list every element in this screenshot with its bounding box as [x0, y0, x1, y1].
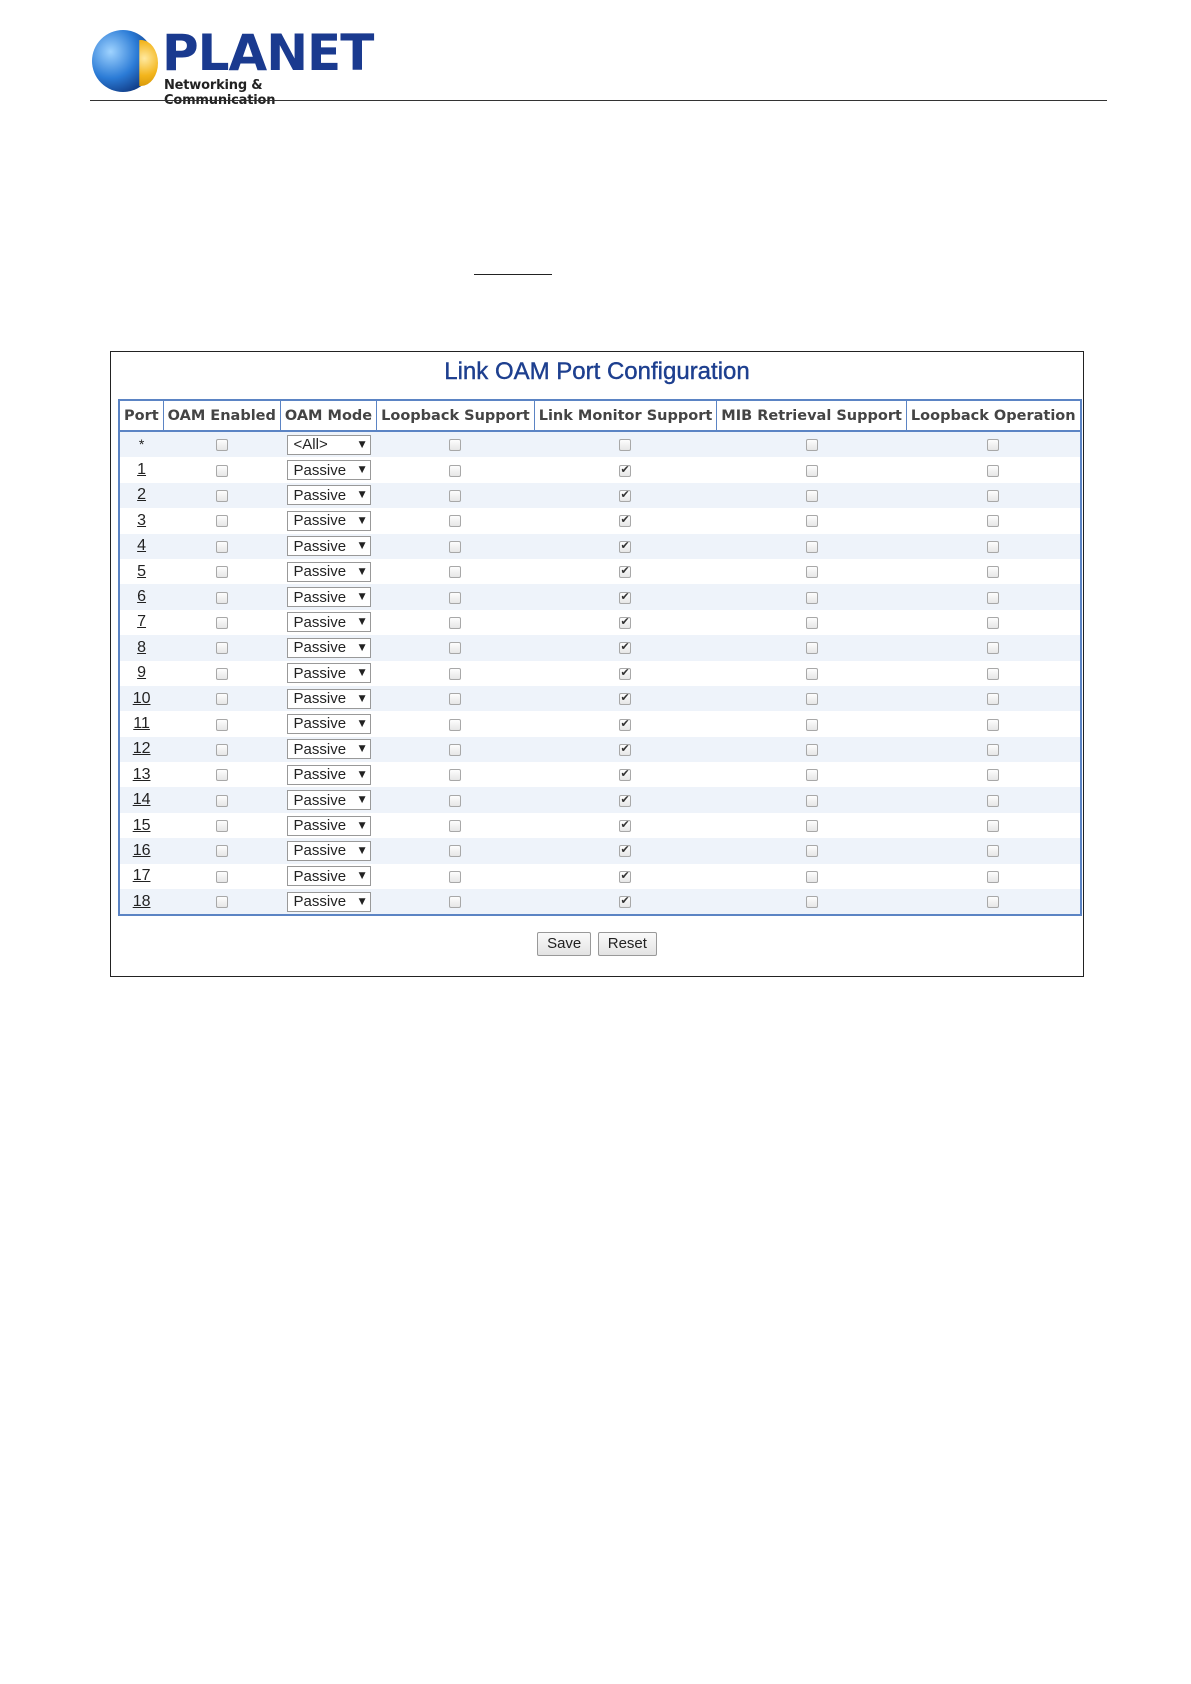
loopback-support-checkbox[interactable]	[449, 769, 461, 781]
header-oam-enabled: OAM Enabled	[163, 400, 280, 431]
loopback-operation-checkbox[interactable]	[987, 769, 999, 781]
oam-enabled-checkbox[interactable]	[216, 744, 228, 756]
oam-mode-value: Passive	[293, 512, 347, 530]
oam-mode-select[interactable]	[287, 511, 371, 531]
chevron-down-icon: ▼	[358, 566, 366, 577]
loopback-support-checkbox[interactable]	[449, 490, 461, 502]
table-row-all	[119, 431, 1081, 457]
port-config-table	[118, 399, 1082, 916]
oam-mode-value: Passive	[293, 893, 347, 911]
save-button[interactable]: Save	[537, 932, 591, 956]
header-mib-retrieval-support: MIB Retrieval Support	[717, 400, 907, 431]
oam-mode-value: Passive	[293, 537, 347, 555]
table-header-row	[119, 400, 1081, 431]
oam-enabled-checkbox[interactable]	[216, 668, 228, 680]
link-monitor-support-checkbox[interactable]	[619, 795, 631, 807]
oam-enabled-all-checkbox[interactable]	[216, 439, 228, 451]
link-monitor-support-checkbox[interactable]	[619, 845, 631, 857]
loopback-support-checkbox[interactable]	[449, 820, 461, 832]
port-link[interactable]: 11	[133, 714, 150, 732]
link-monitor-support-checkbox[interactable]	[619, 668, 631, 680]
loopback-operation-checkbox[interactable]	[987, 465, 999, 477]
planet-logo	[92, 24, 374, 108]
chevron-down-icon: ▼	[358, 541, 366, 552]
loopback-operation-checkbox[interactable]	[987, 515, 999, 527]
oam-mode-value: Passive	[293, 486, 347, 504]
brand-name: PLANET	[162, 24, 374, 82]
chevron-down-icon: ▼	[358, 896, 366, 907]
chevron-down-icon: ▼	[358, 465, 366, 476]
port-link[interactable]: 8	[137, 638, 147, 656]
port-link[interactable]: 12	[132, 740, 151, 758]
chevron-down-icon: ▼	[358, 845, 366, 856]
oam-mode-select[interactable]	[287, 485, 371, 505]
reset-button[interactable]: Reset	[598, 932, 657, 956]
header-divider	[90, 100, 1107, 101]
table-row	[119, 737, 1081, 762]
table-row	[119, 762, 1081, 787]
port-link[interactable]: 7	[137, 613, 147, 631]
mib-retrieval-support-checkbox[interactable]	[806, 744, 818, 756]
oam-mode-select[interactable]	[287, 866, 371, 886]
mib-retrieval-support-checkbox[interactable]	[806, 642, 818, 654]
page-title: Link OAM Port Configuration	[444, 358, 750, 385]
loopback-operation-checkbox[interactable]	[987, 719, 999, 731]
loopback-support-checkbox[interactable]	[449, 541, 461, 553]
oam-mode-select[interactable]	[287, 587, 371, 607]
mib-retrieval-support-all-checkbox[interactable]	[806, 439, 818, 451]
loopback-operation-checkbox[interactable]	[987, 871, 999, 883]
mib-retrieval-support-checkbox[interactable]	[806, 490, 818, 502]
oam-enabled-checkbox[interactable]	[216, 465, 228, 477]
oam-mode-value: Passive	[293, 715, 347, 733]
loopback-support-checkbox[interactable]	[449, 592, 461, 604]
link-monitor-support-checkbox[interactable]	[619, 617, 631, 629]
link-monitor-support-checkbox[interactable]	[619, 871, 631, 883]
oam-mode-value: Passive	[293, 588, 347, 606]
loopback-operation-checkbox[interactable]	[987, 541, 999, 553]
loopback-operation-all-checkbox[interactable]	[987, 439, 999, 451]
link-monitor-support-checkbox[interactable]	[619, 465, 631, 477]
oam-mode-select[interactable]	[287, 892, 371, 912]
link-monitor-support-checkbox[interactable]	[619, 769, 631, 781]
table-row	[119, 508, 1081, 533]
oam-mode-select[interactable]	[287, 612, 371, 632]
oam-enabled-checkbox[interactable]	[216, 693, 228, 705]
oam-mode-select[interactable]	[287, 562, 371, 582]
table-row	[119, 813, 1081, 838]
link-monitor-support-checkbox[interactable]	[619, 896, 631, 908]
mib-retrieval-support-checkbox[interactable]	[806, 566, 818, 578]
header-port: Port	[119, 400, 163, 431]
loopback-operation-checkbox[interactable]	[987, 744, 999, 756]
loopback-support-checkbox[interactable]	[449, 515, 461, 527]
oam-enabled-checkbox[interactable]	[216, 896, 228, 908]
oam-mode-value: Passive	[293, 613, 347, 631]
table-row	[119, 534, 1081, 559]
oam-mode-select[interactable]	[287, 536, 371, 556]
oam-mode-value: Passive	[293, 842, 347, 860]
chevron-down-icon: ▼	[358, 718, 366, 729]
table-row	[119, 483, 1081, 508]
oam-mode-select[interactable]	[287, 841, 371, 861]
loopback-support-checkbox[interactable]	[449, 896, 461, 908]
chevron-down-icon: ▼	[358, 617, 366, 628]
oam-mode-all-select[interactable]	[287, 435, 371, 455]
port-link[interactable]: 14	[132, 791, 151, 809]
oam-enabled-checkbox[interactable]	[216, 795, 228, 807]
chevron-down-icon: ▼	[358, 693, 366, 704]
oam-mode-value: Passive	[293, 817, 347, 835]
port-link[interactable]: 15	[132, 816, 151, 834]
oam-mode-value: Passive	[293, 639, 347, 657]
mib-retrieval-support-checkbox[interactable]	[806, 668, 818, 680]
oam-mode-value: Passive	[293, 791, 347, 809]
port-link[interactable]: 6	[137, 588, 147, 606]
oam-mode-select[interactable]	[287, 739, 371, 759]
oam-enabled-checkbox[interactable]	[216, 642, 228, 654]
oam-mode-value: Passive	[293, 664, 347, 682]
oam-mode-select[interactable]	[287, 460, 371, 480]
oam-mode-value: Passive	[293, 690, 347, 708]
table-row	[119, 584, 1081, 609]
chevron-down-icon: ▼	[358, 871, 366, 882]
link-monitor-support-checkbox[interactable]	[619, 566, 631, 578]
loopback-support-checkbox[interactable]	[449, 617, 461, 629]
loopback-operation-checkbox[interactable]	[987, 668, 999, 680]
loopback-operation-checkbox[interactable]	[987, 592, 999, 604]
loopback-support-checkbox[interactable]	[449, 668, 461, 680]
oam-mode-select[interactable]	[287, 714, 371, 734]
oam-enabled-checkbox[interactable]	[216, 820, 228, 832]
link-monitor-support-checkbox[interactable]	[619, 719, 631, 731]
loopback-support-checkbox[interactable]	[449, 642, 461, 654]
mib-retrieval-support-checkbox[interactable]	[806, 845, 818, 857]
chevron-down-icon: ▼	[358, 642, 366, 653]
oam-mode-select[interactable]	[287, 689, 371, 709]
chevron-down-icon: ▼	[358, 744, 366, 755]
mib-retrieval-support-checkbox[interactable]	[806, 515, 818, 527]
oam-enabled-checkbox[interactable]	[216, 490, 228, 502]
chevron-down-icon: ▼	[358, 795, 366, 806]
oam-enabled-checkbox[interactable]	[216, 719, 228, 731]
mib-retrieval-support-checkbox[interactable]	[806, 719, 818, 731]
table-row	[119, 686, 1081, 711]
mib-retrieval-support-checkbox[interactable]	[806, 820, 818, 832]
link-monitor-support-all-checkbox[interactable]	[619, 439, 631, 451]
loopback-support-checkbox[interactable]	[449, 871, 461, 883]
port-link[interactable]: 13	[132, 765, 151, 783]
brand-tagline: Networking & Communication	[164, 78, 276, 108]
chevron-down-icon: ▼	[358, 668, 366, 679]
globe-logo-icon	[92, 30, 154, 92]
port-link[interactable]: 16	[132, 841, 151, 859]
oam-mode-select[interactable]	[287, 790, 371, 810]
oam-enabled-checkbox[interactable]	[216, 541, 228, 553]
chevron-down-icon: ▼	[358, 592, 366, 603]
mib-retrieval-support-checkbox[interactable]	[806, 896, 818, 908]
chevron-down-icon: ▼	[358, 439, 366, 450]
port-link[interactable]: 9	[137, 664, 147, 682]
oam-mode-value: Passive	[293, 461, 347, 479]
loopback-support-checkbox[interactable]	[449, 845, 461, 857]
form-actions	[111, 932, 1083, 956]
chevron-down-icon: ▼	[358, 515, 366, 526]
header-link-monitor-support: Link Monitor Support	[534, 400, 717, 431]
port-link[interactable]: 1	[137, 461, 147, 479]
loopback-support-all-checkbox[interactable]	[449, 439, 461, 451]
port-link[interactable]: 4	[137, 537, 147, 555]
loopback-support-checkbox[interactable]	[449, 719, 461, 731]
link-monitor-support-checkbox[interactable]	[619, 693, 631, 705]
table-row	[119, 457, 1081, 482]
port-link[interactable]: 3	[137, 511, 147, 529]
port-link[interactable]: 17	[132, 867, 151, 885]
loopback-operation-checkbox[interactable]	[987, 845, 999, 857]
header-oam-mode: OAM Mode	[280, 400, 376, 431]
header-loopback-support: Loopback Support	[377, 400, 535, 431]
oam-enabled-checkbox[interactable]	[216, 592, 228, 604]
oam-mode-select[interactable]	[287, 663, 371, 683]
link-monitor-support-checkbox[interactable]	[619, 820, 631, 832]
table-row	[119, 635, 1081, 660]
loopback-support-checkbox[interactable]	[449, 744, 461, 756]
loopback-operation-checkbox[interactable]	[987, 490, 999, 502]
port-link[interactable]: 18	[132, 892, 151, 910]
loopback-operation-checkbox[interactable]	[987, 896, 999, 908]
oam-mode-select[interactable]	[287, 816, 371, 836]
table-row	[119, 889, 1081, 915]
port-link[interactable]: 10	[132, 689, 151, 707]
oam-enabled-checkbox[interactable]	[216, 617, 228, 629]
oam-enabled-checkbox[interactable]	[216, 566, 228, 578]
oam-enabled-checkbox[interactable]	[216, 515, 228, 527]
link-monitor-support-checkbox[interactable]	[619, 490, 631, 502]
table-row	[119, 711, 1081, 736]
loopback-operation-checkbox[interactable]	[987, 566, 999, 578]
link-oam-config-panel	[110, 351, 1084, 977]
all-ports-marker: *	[138, 436, 145, 453]
mib-retrieval-support-checkbox[interactable]	[806, 693, 818, 705]
loopback-operation-checkbox[interactable]	[987, 795, 999, 807]
mib-retrieval-support-checkbox[interactable]	[806, 795, 818, 807]
table-row	[119, 610, 1081, 635]
oam-mode-all-value: <All>	[293, 436, 328, 454]
header-loopback-operation: Loopback Operation	[906, 400, 1080, 431]
oam-mode-select[interactable]	[287, 765, 371, 785]
chevron-down-icon: ▼	[358, 769, 366, 780]
oam-mode-value: Passive	[293, 766, 347, 784]
mib-retrieval-support-checkbox[interactable]	[806, 769, 818, 781]
link-monitor-support-checkbox[interactable]	[619, 592, 631, 604]
link-monitor-support-checkbox[interactable]	[619, 541, 631, 553]
loopback-operation-checkbox[interactable]	[987, 820, 999, 832]
oam-enabled-checkbox[interactable]	[216, 845, 228, 857]
port-link[interactable]: 5	[137, 562, 147, 580]
mib-retrieval-support-checkbox[interactable]	[806, 617, 818, 629]
mib-retrieval-support-checkbox[interactable]	[806, 465, 818, 477]
oam-enabled-checkbox[interactable]	[216, 871, 228, 883]
chevron-down-icon: ▼	[358, 820, 366, 831]
link-monitor-support-checkbox[interactable]	[619, 744, 631, 756]
loopback-support-checkbox[interactable]	[449, 465, 461, 477]
loopback-support-checkbox[interactable]	[449, 795, 461, 807]
port-link[interactable]: 2	[137, 486, 147, 504]
oam-enabled-checkbox[interactable]	[216, 769, 228, 781]
oam-mode-value: Passive	[293, 867, 347, 885]
oam-mode-select[interactable]	[287, 638, 371, 658]
table-row	[119, 838, 1081, 863]
table-row	[119, 559, 1081, 584]
chevron-down-icon: ▼	[358, 490, 366, 501]
loopback-operation-checkbox[interactable]	[987, 617, 999, 629]
oam-mode-value: Passive	[293, 563, 347, 581]
loopback-operation-checkbox[interactable]	[987, 642, 999, 654]
link-monitor-support-checkbox[interactable]	[619, 642, 631, 654]
loopback-operation-checkbox[interactable]	[987, 693, 999, 705]
mib-retrieval-support-checkbox[interactable]	[806, 592, 818, 604]
mib-retrieval-support-checkbox[interactable]	[806, 871, 818, 883]
table-row	[119, 864, 1081, 889]
loopback-support-checkbox[interactable]	[449, 693, 461, 705]
oam-mode-value: Passive	[293, 740, 347, 758]
table-row	[119, 787, 1081, 812]
mib-retrieval-support-checkbox[interactable]	[806, 541, 818, 553]
underline-divider	[474, 274, 552, 275]
table-row	[119, 661, 1081, 686]
link-monitor-support-checkbox[interactable]	[619, 515, 631, 527]
loopback-support-checkbox[interactable]	[449, 566, 461, 578]
